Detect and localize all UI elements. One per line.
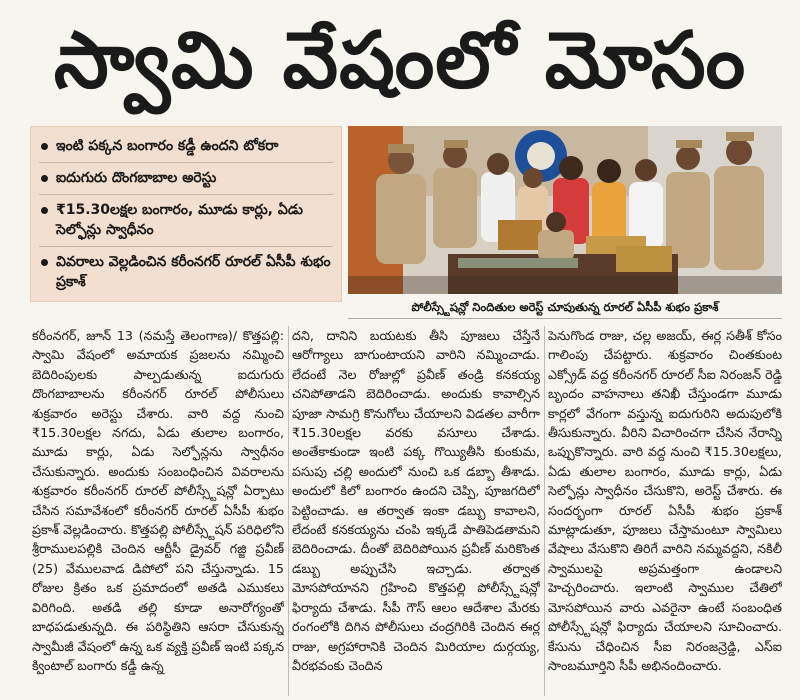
article-column-3: పెనుగొండ రాజు, చల్ల అజయ్, ఈర్ల సతీశ్ కోసం గాలింపు చేపట్టారు. శుక్రవారం చింతకుంట ఎక్స్రోడ్ వద్ద కరీంనగర్ రూరల్ సీఐ నిరంజన్ రెడ్డి బృందం వాహనాలు తనిఖీ చేస్తుండగా మూడు కార్లలో వేగంగా వస్తున్న ఐదుగురిని అదుపులోకి తీసుకున్నారు. వీరిని విచారించగా చేసిన నేరాన్ని ఒప్పుకొన్నారు. వారి వద్ద నుంచి ₹15.30లక్షలు, ఏడు తులాల బంగారం, మూడు కార్లు, ఏడు సెల్ఫోన్లు స్వాధీనం చేసుకొని, అరెస్ట్ చేశారు. ఈ సందర్భంగా రూరల్ ఏసీపీ శుభం ప్రకాశ్ మాట్లాడుతూ, పూజలు చేస్తామంటూ స్వామిలు వేషాలు వేసుకొని తిరిగే వారిని నమ్మవద్దని, నకిలీ స్వాములపై అప్రమత్తంగా ఉండాలని హెచ్చరించారు. ఇలాంటి స్వాముల చేతిలో మోసపోయిన వారు ఎవరైనా ఉంటే సంబంధిత పోలీస్స్టేషన్లో ఫిర్యాదు చేయాలని సూచించారు. కేసును చేధించిన సీఐ నిరంజన్రెడ్డి, ఎస్ఐ సాంబమూర్తిని సీపీ అభినందించారు. xyxy=(548,328,782,673)
bullet-icon xyxy=(41,207,48,214)
column-divider xyxy=(544,326,545,696)
highlight-item: ఐదుగురు దొంగబాబాల అరెస్టు xyxy=(39,163,333,195)
highlight-item: ఇంటి పక్కన బంగారం కడ్డీ ఉందని టోకరా xyxy=(39,131,333,163)
police-press-meet-illustration xyxy=(348,126,782,294)
bullet-icon xyxy=(41,175,48,182)
headline: స్వామి వేషంలో మోసం xyxy=(53,16,747,106)
column-divider xyxy=(288,326,289,696)
highlight-item: వివరాలు వెల్లడించిన కరీంనగర్ రూరల్ ఏసీపీ శుభం ప్రకాశ్ xyxy=(39,247,333,298)
photo-caption: పోలీస్స్టేషన్లో నిందితుల అరెస్ట్ చూపుతున్న రూరల్ ఏసీపీ శుభం ప్రకాశ్ xyxy=(348,296,782,319)
article-column-2: దని, దానిని బయటకు తీసి పూజలు చేస్తేనే ఆరోగ్యాలు బాగుంటాయని వారిని నమ్మించాడు. లేదంటే నెల రోజుల్లో ప్రవీణ్ తండ్రి కనకయ్య చనిపోతాడని బెదిరించాడు. అందుకు కావాల్సిన పూజా సామగ్రి కొనుగోలు చేయాలని విడతల వారీగా ₹15.30లక్షల వరకు వసూలు చేశాడు. అంతేకాకుండా ఇంటి పక్క గొయ్యితీసి కుంకుమ, పసుపు చల్లి అందులో నుంచి ఒక డబ్బా తీశాడు. అందులో కిలో బంగారం ఉందని చెప్పి, పూజగదిలో పెట్టించాడు. ఆ తర్వాత ఇంకా డబ్బు కావాలని, లేదంటే కనకయ్యను చంపి ఇక్కడే పాతిపెడతామని బెదిరించాడు. దీంతో బెదిరిపోయిన ప్రవీణ్ మరికొంత డబ్బు అప్పుచేసి ఇచ్చాడు. తర్వాత మోసపోయానని గ్రహించి కొత్తపల్లి పోలీస్స్టేషన్లో ఫిర్యాదు చేశాడు. సీపీ గౌస్ ఆలం ఆదేశాల మేరకు రంగంలోకి దిగిన పోలీసులు చంద్రగిరికి చెందిన ఈర్ల రాజు, అగ్రహారానికి చెందిన మిరియాల దుర్గయ్య, వీరభవంకు చెందిన xyxy=(292,328,540,673)
highlight-item: ₹15.30లక్షల బంగారం, మూడు కార్లు, ఏడు సెల్ఫోన్లు స్వాధీనం xyxy=(39,195,333,247)
highlights-box xyxy=(30,126,342,302)
article-column-1: కరీంనగర్, జూన్ 13 (నమస్తే తెలంగాణ)/ కొత్తపల్లి: స్వామి వేషంలో అమాయక ప్రజలను నమ్మించి బెదిరింపులకు పాల్పడుతున్న ఐదుగురు దొంగబాబాలను కరీంనగర్ రూరల్ పోలీసులు శుక్రవారం అరెస్టు చేశారు. వారి వద్ద నుంచి ₹15.30లక్షల నగదు, ఏడు తులాల బంగారం, మూడు కార్లు, ఏడు సెల్ఫోన్లను స్వాధీనం చేసుకున్నారు. అందుకు సంబంధించిన వివరాలను శుక్రవారం కరీంనగర్ రూరల్ పోలీస్స్టేషన్లో ఏర్పాటు చేసిన సమావేశంలో కరీంనగర్ రూరల్ ఏసీపీ శుభం ప్రకాశ్ వెల్లడించారు. కొత్తపల్లి పోలీస్స్టేషన్ పరిధిలోని శ్రీరాములపల్లికి చెందిన ఆర్టీసీ డ్రైవర్ గజ్జి ప్రవీణ్ (25) వేములవాడ డిపోలో పని చేస్తున్నాడు. 15 రోజుల క్రితం ఒక ప్రమాదంలో అతడి ఎముకలు విరిగింది. అతడి తల్లి కూడా అనారోగ్యంతో బాధపడుతున్నది. ఈ పరిస్థితిని ఆసరా చేసుకున్న స్వామీజీ వేషంలో ఉన్న ఒక వ్యక్తి ప్రవీణ్ ఇంటి పక్కన క్వింటాల్ బంగారు కడ్డీ ఉన్న xyxy=(32,328,284,673)
bullet-icon xyxy=(41,143,48,150)
bullet-icon xyxy=(41,259,48,266)
press-photo xyxy=(348,126,782,294)
